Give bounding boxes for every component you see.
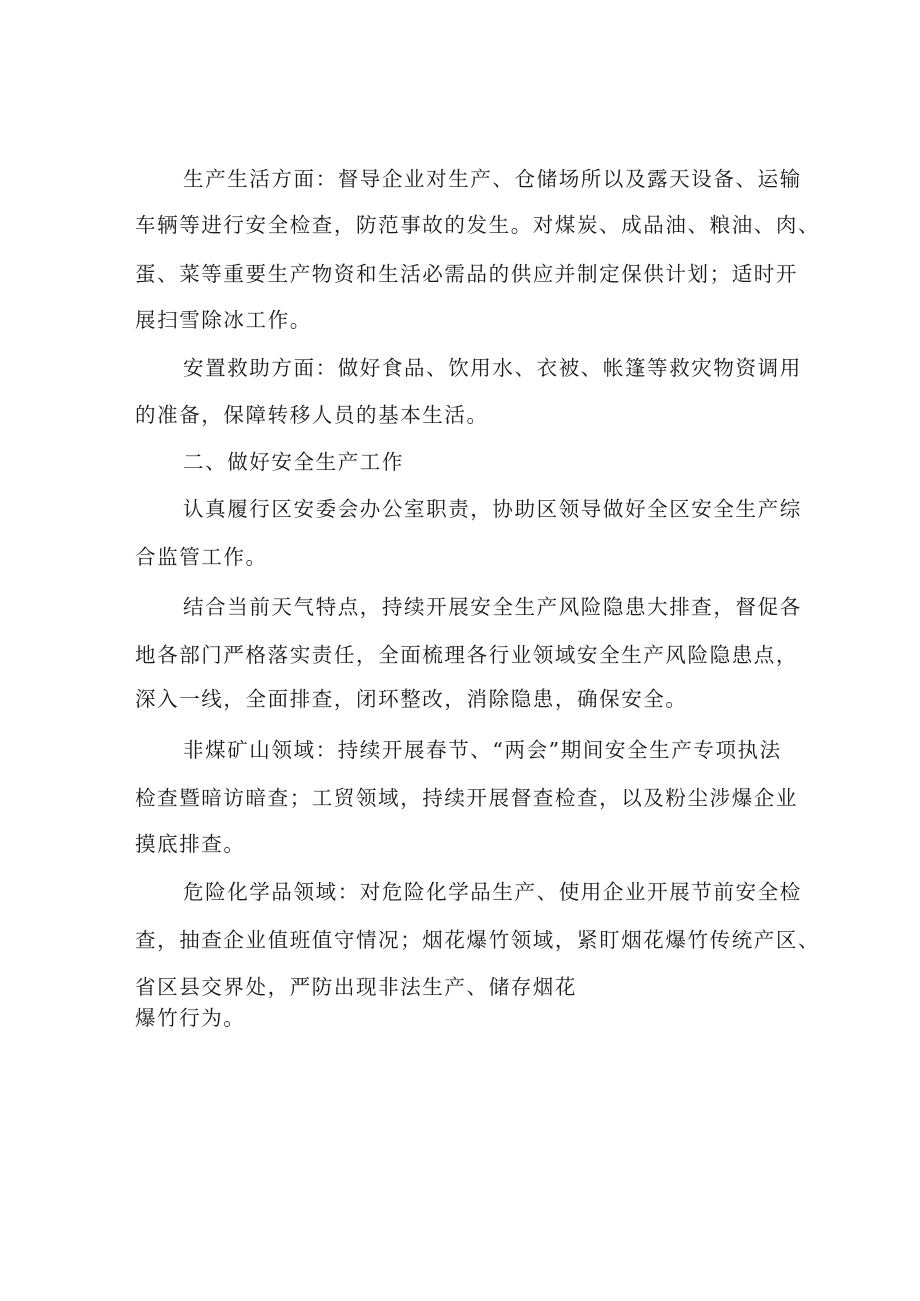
paragraph-production-life-line-1: 生产生活方面：督导企业对生产、仓储场所以及露天设备、运输 [183, 167, 802, 191]
paragraph-safety-office-line-1: 认真履行区安委会办公室职责，协助区领导做好全区安全生产综 [183, 497, 802, 521]
paragraph-risk-inspection-line-1: 结合当前天气特点，持续开展安全生产风险隐患大排查，督促各 [183, 595, 802, 619]
paragraph-hazardous-line-3: 省区县交界处，严防出现非法生产、储存烟花 [135, 975, 577, 999]
paragraph-hazardous-line-4: 爆竹行为。 [135, 1006, 246, 1030]
paragraph-non-coal-line-1: 非煤矿山领域：持续开展春节、“两会”期间安全生产专项执法 [183, 738, 782, 762]
paragraph-resettlement-line-1: 安置救助方面：做好食品、饮用水、衣被、帐篷等救灾物资调用 [183, 356, 802, 380]
paragraph-production-life-line-4: 展扫雪除冰工作。 [135, 308, 312, 332]
paragraph-production-life-line-2: 车辆等进行安全检查，防范事故的发生。对煤炭、成品油、粮油、肉、 [135, 213, 821, 237]
paragraph-non-coal-line-2: 检查暨暗访暗查；工贸领域，持续开展督查检查，以及粉尘涉爆企业 [135, 786, 798, 810]
paragraph-risk-inspection-line-3: 深入一线，全面排查，闭环整改，消除隐患，确保安全。 [135, 687, 688, 711]
paragraph-hazardous-line-2: 查，抽查企业值班值守情况；烟花爆竹领域，紧盯烟花爆竹传统产区、 [135, 928, 821, 952]
paragraph-non-coal-line-3: 摸底排查。 [135, 832, 246, 856]
paragraph-production-life-line-3: 蛋、菜等重要生产物资和生活必需品的供应并制定保供计划；适时开 [135, 262, 798, 286]
paragraph-risk-inspection-line-2: 地各部门严格落实责任，全面梳理各行业领域安全生产风险隐患点， [135, 643, 798, 667]
paragraph-safety-office-line-2: 合监管工作。 [135, 545, 268, 569]
paragraph-hazardous-line-1: 危险化学品领域：对危险化学品生产、使用企业开展节前安全检 [183, 880, 802, 904]
section-heading: 二、做好安全生产工作 [183, 450, 404, 474]
paragraph-resettlement-line-2: 的准备，保障转移人员的基本生活。 [135, 403, 489, 427]
